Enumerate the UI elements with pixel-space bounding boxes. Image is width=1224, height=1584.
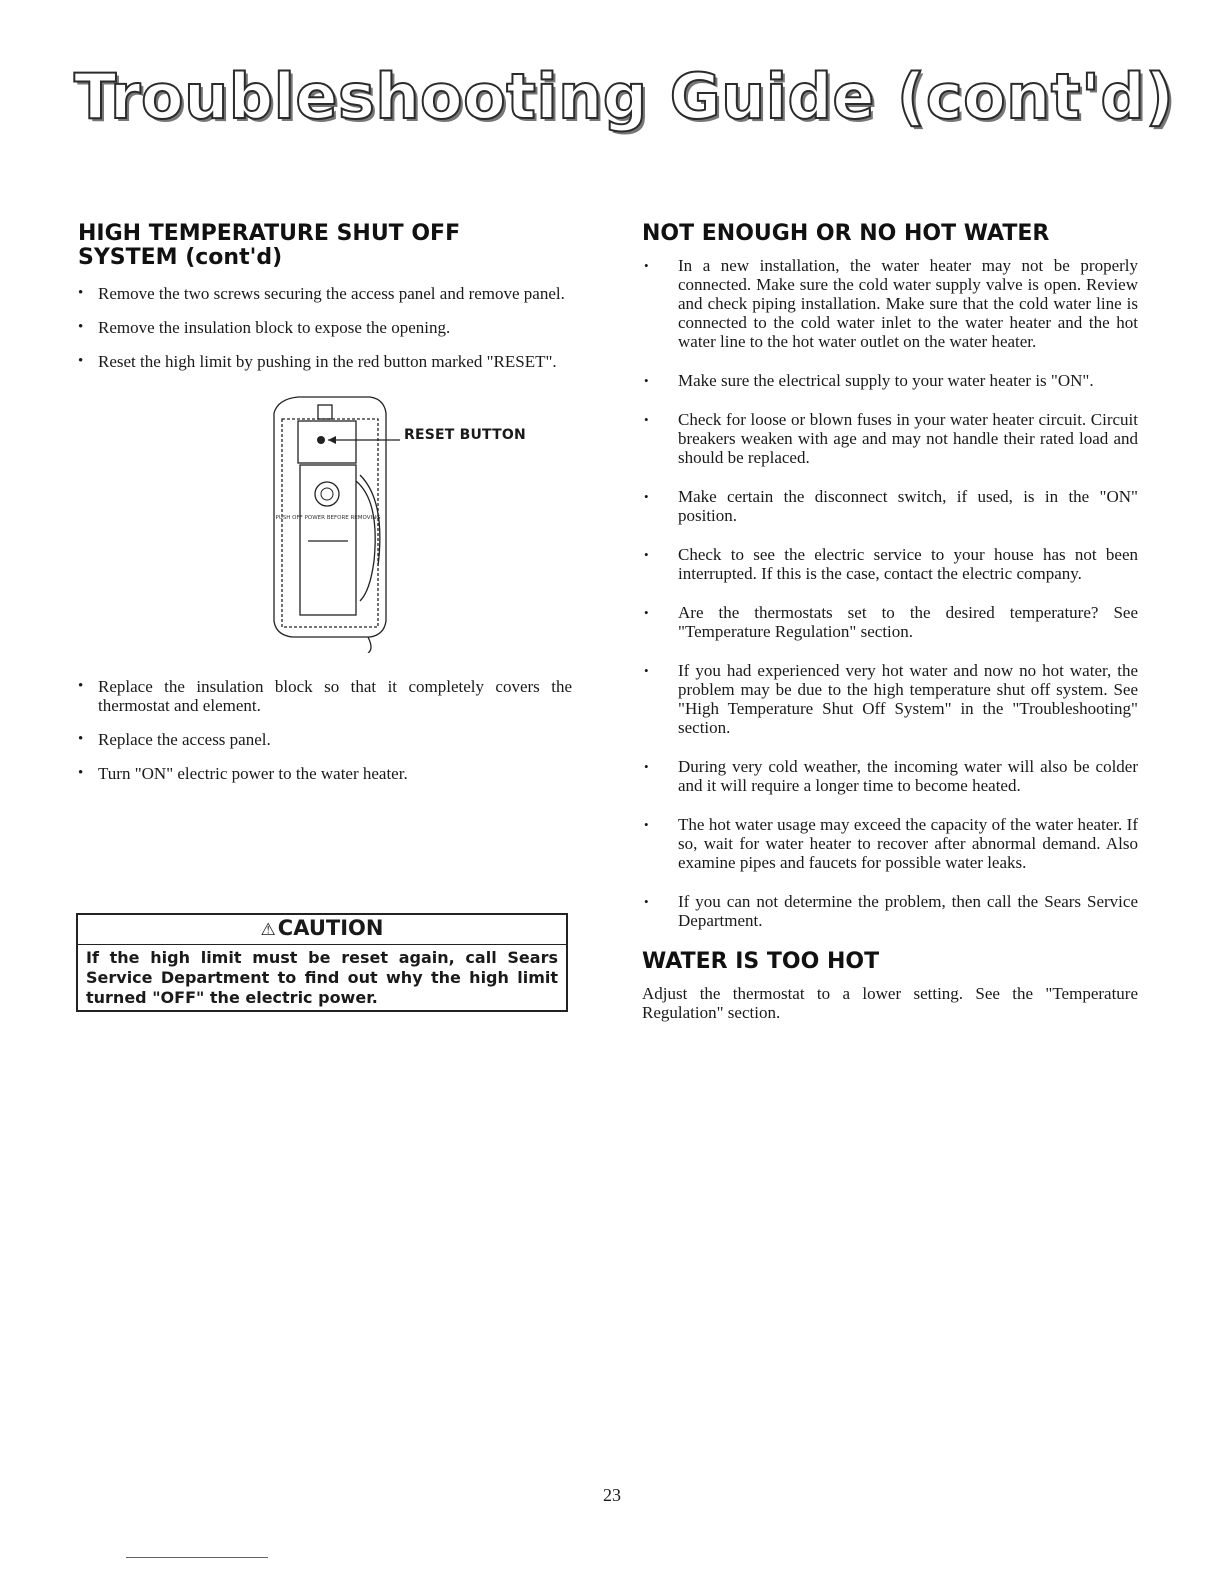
caution-box bbox=[76, 913, 568, 1012]
list-item: • Make sure the electrical supply to your water heater is "ON". bbox=[642, 371, 1138, 390]
thermostat-dial-icon bbox=[315, 482, 339, 506]
list-item: • Check for loose or blown fuses in your water heater circuit. Circuit breakers weaken with age and may not handle their rated load and should be replaced. bbox=[642, 410, 1138, 467]
heading-high-temp-shutoff: HIGH TEMPERATURE SHUT OFF SYSTEM (cont'd) bbox=[78, 221, 461, 270]
list-item: • If you can not determine the problem, then call the Sears Service Department. bbox=[642, 892, 1138, 930]
left-column bbox=[78, 222, 572, 798]
water-too-hot-text: Adjust the thermostat to a lower setting. See the "Temperature Regulation" section. bbox=[642, 984, 1138, 1022]
right-column bbox=[642, 222, 1138, 1022]
list-item: • Turn "ON" electric power to the water heater. bbox=[78, 764, 572, 783]
list-item: • During very cold weather, the incoming water will also be colder and it will require a longer time to become heated. bbox=[642, 757, 1138, 795]
list-item: • Are the thermostats set to the desired temperature? See "Temperature Regulation" section. bbox=[642, 603, 1138, 641]
list-item: • Reset the high limit by pushing in the red button marked "RESET". bbox=[78, 352, 572, 371]
list-item: • Remove the two screws securing the access panel and remove panel. bbox=[78, 284, 572, 303]
list-item: • The hot water usage may exceed the capacity of the water heater. If so, wait for water heater to recover after abnormal demand. Also examine pipes and faucets for possible water leaks. bbox=[642, 815, 1138, 872]
thermostat-label: PUSH OFF POWER BEFORE REMOVING bbox=[275, 515, 381, 521]
thermostat-figure bbox=[78, 391, 572, 653]
reset-button-callout: RESET BUTTON bbox=[404, 427, 526, 443]
caution-title: CAUTION bbox=[277, 916, 384, 940]
steps-list-after-figure bbox=[78, 677, 572, 783]
reset-button-icon bbox=[317, 436, 325, 444]
page-title: Troubleshooting Guide (cont'd) bbox=[74, 60, 1175, 133]
list-item: • Check to see the electric service to your house has not been interrupted. If this is the case, contact the electric company. bbox=[642, 545, 1138, 583]
list-item: • Replace the insulation block so that it completely covers the thermostat and element. bbox=[78, 677, 572, 715]
no-hot-water-list bbox=[642, 256, 1138, 930]
page-number: 23 bbox=[603, 1485, 621, 1505]
heading-no-hot-water: NOT ENOUGH OR NO HOT WATER bbox=[642, 221, 1050, 246]
heading-water-too-hot: WATER IS TOO HOT bbox=[642, 949, 880, 974]
caution-header bbox=[78, 915, 566, 945]
footer-divider bbox=[126, 1557, 268, 1558]
list-item: • Make certain the disconnect switch, if used, is in the "ON" position. bbox=[642, 487, 1138, 525]
warning-icon: ⚠ bbox=[260, 920, 276, 940]
list-item: • Remove the insulation block to expose the opening. bbox=[78, 318, 572, 337]
list-item: • If you had experienced very hot water and now no hot water, the problem may be due to the high temperature shut off system. See "High Temperature Shut Off System" in the "Troubleshooting" section. bbox=[642, 661, 1138, 737]
list-item: • In a new installation, the water heater may not be properly connected. Make sure the cold water supply valve is open. Review and check piping installation. Make sure that the cold water line is connected to the cold water inlet to the water heater and the hot water line to the hot water outlet on the water heater. bbox=[642, 256, 1138, 351]
list-item: • Replace the access panel. bbox=[78, 730, 572, 749]
steps-list-before-figure bbox=[78, 284, 572, 371]
caution-text: If the high limit must be reset again, call Sears Service Department to find out why the high limit turned "OFF" the electric power. bbox=[86, 948, 558, 1007]
